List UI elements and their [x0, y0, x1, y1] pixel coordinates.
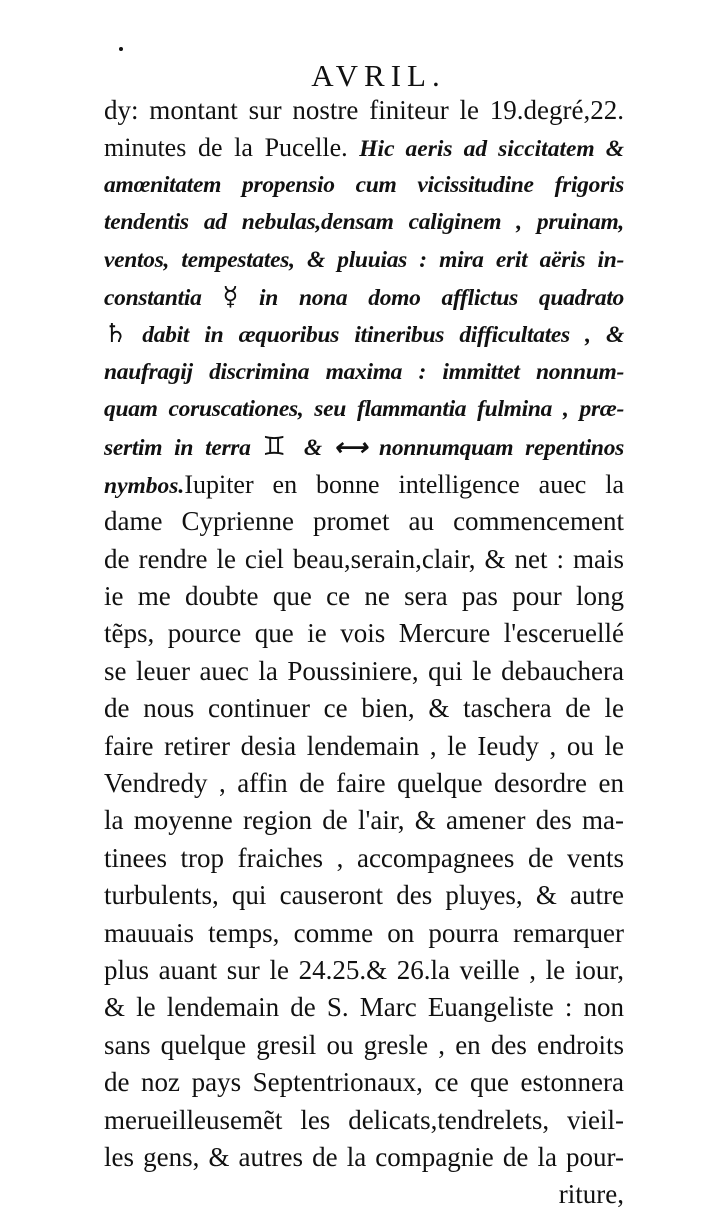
- text-line: amœnitatem propensio cum vicissitudine frigoris: [104, 171, 624, 198]
- text-line: de nous continuer ce bien, & taschera de le: [104, 693, 624, 724]
- body-text: [104, 92, 624, 1214]
- text-line: Vendredy , affin de faire quelque desordre en: [104, 768, 624, 799]
- text-line: turbulents, qui causeront des pluyes, & autre: [104, 880, 624, 911]
- text-line: & le lendemain de S. Marc Euangeliste : non: [104, 992, 624, 1023]
- text-line: tinees trop fraiches , accompagnees de vents: [104, 842, 624, 873]
- text-line: faire retirer desia lendemain , le Ieudy , ou le: [104, 730, 624, 761]
- text-line: ie me doubte que ce ne sera pas pour long: [104, 581, 624, 612]
- text-line: naufragij discrimina maxima : immittet nonnum-: [104, 358, 624, 385]
- text-line: la moyenne region de l'air, & amener des ma-: [104, 805, 624, 836]
- page-header: AVRIL.: [311, 58, 446, 93]
- text-line: sans quelque gresil ou gresle , en des endroits: [104, 1029, 624, 1060]
- catchword: riture,: [558, 1179, 624, 1210]
- text-line: se leuer auec la Poussiniere, qui le debauchera: [104, 655, 624, 686]
- text-line: quam coruscationes, seu flammantia fulmina , præ-: [104, 396, 624, 423]
- text-line: minutes de la Pucelle. Hic aeris ad siccitatem &: [104, 133, 624, 163]
- text-line: de noz pays Septentrionaux, ce que estonnera: [104, 1067, 624, 1098]
- text-line: tendentis ad nebulas,densam caliginem , pruinam,: [104, 209, 624, 236]
- ink-speck: [119, 47, 123, 51]
- text-line: ♄ dabit in æquoribus itineribus difficultates , &: [104, 319, 624, 350]
- text-line: ventos, tempestates, & pluuias : mira erit aëris in-: [104, 246, 624, 273]
- text-line: constantia ☿ in nona domo afflictus quadrato: [104, 281, 625, 312]
- text-line: dame Cyprienne promet au commencement: [104, 506, 624, 537]
- text-line: plus auant sur le 24.25.& 26.la veille , le iour,: [104, 954, 624, 985]
- text-line: mauuais temps, comme on pourra remarquer: [104, 917, 624, 948]
- text-line: nymbos.Iupiter en bonne intelligence auec la: [104, 469, 624, 499]
- gemini-symbol: ♊: [262, 431, 292, 462]
- text-line: sertim in terra ♊ & ⟷ nonnumquam repentinos: [104, 431, 624, 462]
- text-line: dy: montant sur nostre finiteur le 19.degré,22.: [104, 95, 624, 125]
- text-line: merueilleusemẽt les delicats,tendrelets, vieil-: [104, 1104, 624, 1135]
- text-line: les gens, & autres de la compagnie de la pour-: [104, 1141, 624, 1172]
- mercury-symbol: ☿: [222, 281, 239, 312]
- text-line: de rendre le ciel beau,serain,clair, & net : mais: [104, 543, 624, 574]
- text-line: tẽps, pource que ie vois Mercure l'esceruellé: [104, 618, 624, 649]
- saturn-symbol: ♄: [104, 319, 128, 350]
